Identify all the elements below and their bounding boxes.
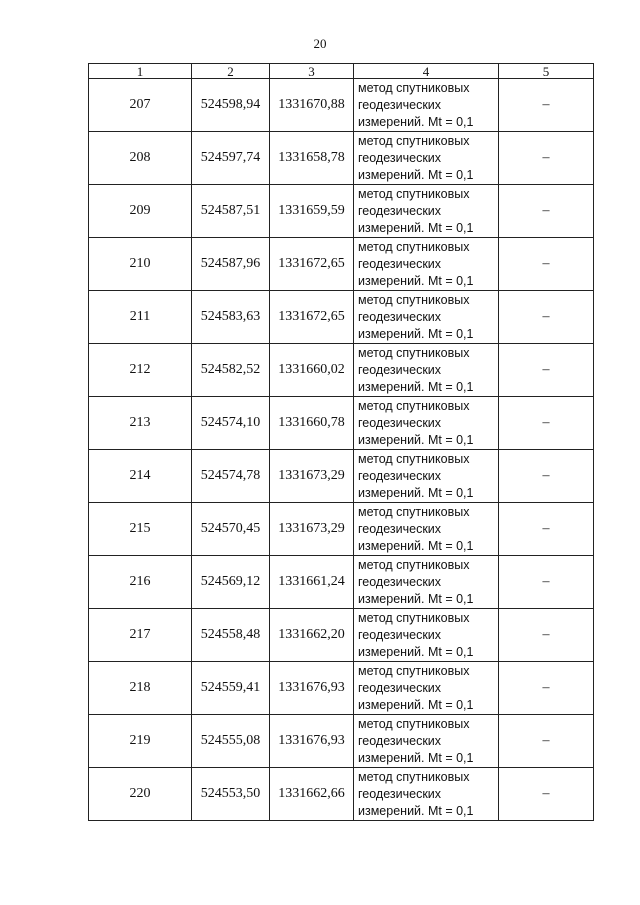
table-row: [89, 397, 594, 450]
note-cell: –: [499, 397, 594, 450]
y-coordinate-cell: 1331672,65: [270, 291, 354, 344]
note-cell: –: [499, 715, 594, 768]
y-coordinate-cell: 1331660,78: [270, 397, 354, 450]
point-number-cell: 219: [89, 715, 192, 768]
x-coordinate-cell: 524569,12: [192, 556, 270, 609]
table-row: [89, 715, 594, 768]
x-coordinate-cell: 524570,45: [192, 503, 270, 556]
x-coordinate-cell: 524559,41: [192, 662, 270, 715]
point-number-cell: 213: [89, 397, 192, 450]
method-cell: метод спутниковых геодезических измерений. Mt = 0,1: [354, 609, 499, 662]
header-cell: 5: [499, 64, 594, 79]
table-row: [89, 291, 594, 344]
x-coordinate-cell: 524558,48: [192, 609, 270, 662]
note-cell: –: [499, 132, 594, 185]
y-coordinate-cell: 1331672,65: [270, 238, 354, 291]
note-cell: –: [499, 662, 594, 715]
table-row: [89, 238, 594, 291]
x-coordinate-cell: 524587,51: [192, 185, 270, 238]
point-number-cell: 212: [89, 344, 192, 397]
point-number-cell: 209: [89, 185, 192, 238]
note-cell: –: [499, 609, 594, 662]
header-cell: 3: [270, 64, 354, 79]
note-cell: –: [499, 503, 594, 556]
table-row: [89, 609, 594, 662]
note-cell: –: [499, 238, 594, 291]
x-coordinate-cell: 524574,78: [192, 450, 270, 503]
table-row: [89, 768, 594, 821]
note-cell: –: [499, 768, 594, 821]
y-coordinate-cell: 1331659,59: [270, 185, 354, 238]
method-cell: метод спутниковых геодезических измерений. Mt = 0,1: [354, 556, 499, 609]
table-row: [89, 450, 594, 503]
y-coordinate-cell: 1331660,02: [270, 344, 354, 397]
method-cell: метод спутниковых геодезических измерений. Mt = 0,1: [354, 79, 499, 132]
x-coordinate-cell: 524598,94: [192, 79, 270, 132]
method-cell: метод спутниковых геодезических измерений. Mt = 0,1: [354, 344, 499, 397]
method-cell: метод спутниковых геодезических измерений. Mt = 0,1: [354, 291, 499, 344]
point-number-cell: 216: [89, 556, 192, 609]
point-number-cell: 208: [89, 132, 192, 185]
method-cell: метод спутниковых геодезических измерений. Mt = 0,1: [354, 715, 499, 768]
y-coordinate-cell: 1331673,29: [270, 450, 354, 503]
table-row: [89, 132, 594, 185]
y-coordinate-cell: 1331662,66: [270, 768, 354, 821]
table-row: [89, 662, 594, 715]
header-cell: 4: [354, 64, 499, 79]
note-cell: –: [499, 185, 594, 238]
method-cell: метод спутниковых геодезических измерений. Mt = 0,1: [354, 185, 499, 238]
note-cell: –: [499, 291, 594, 344]
y-coordinate-cell: 1331673,29: [270, 503, 354, 556]
x-coordinate-cell: 524582,52: [192, 344, 270, 397]
point-number-cell: 211: [89, 291, 192, 344]
point-number-cell: 214: [89, 450, 192, 503]
method-cell: метод спутниковых геодезических измерений. Mt = 0,1: [354, 397, 499, 450]
method-cell: метод спутниковых геодезических измерений. Mt = 0,1: [354, 132, 499, 185]
y-coordinate-cell: 1331662,20: [270, 609, 354, 662]
y-coordinate-cell: 1331676,93: [270, 715, 354, 768]
point-number-cell: 215: [89, 503, 192, 556]
point-number-cell: 218: [89, 662, 192, 715]
point-number-cell: 220: [89, 768, 192, 821]
y-coordinate-cell: 1331676,93: [270, 662, 354, 715]
method-cell: метод спутниковых геодезических измерений. Mt = 0,1: [354, 450, 499, 503]
header-cell: 2: [192, 64, 270, 79]
point-number-cell: 207: [89, 79, 192, 132]
method-cell: метод спутниковых геодезических измерений. Mt = 0,1: [354, 238, 499, 291]
y-coordinate-cell: 1331670,88: [270, 79, 354, 132]
y-coordinate-cell: 1331661,24: [270, 556, 354, 609]
x-coordinate-cell: 524597,74: [192, 132, 270, 185]
note-cell: –: [499, 556, 594, 609]
x-coordinate-cell: 524553,50: [192, 768, 270, 821]
table-row: [89, 556, 594, 609]
point-number-cell: 217: [89, 609, 192, 662]
x-coordinate-cell: 524574,10: [192, 397, 270, 450]
table-row: [89, 79, 594, 132]
y-coordinate-cell: 1331658,78: [270, 132, 354, 185]
method-cell: метод спутниковых геодезических измерений. Mt = 0,1: [354, 768, 499, 821]
method-cell: метод спутниковых геодезических измерений. Mt = 0,1: [354, 503, 499, 556]
header-cell: 1: [89, 64, 192, 79]
note-cell: –: [499, 344, 594, 397]
point-number-cell: 210: [89, 238, 192, 291]
table-header-row: [89, 64, 594, 79]
x-coordinate-cell: 524555,08: [192, 715, 270, 768]
method-cell: метод спутниковых геодезических измерений. Mt = 0,1: [354, 662, 499, 715]
coordinates-table: [88, 63, 594, 821]
note-cell: –: [499, 79, 594, 132]
table-row: [89, 185, 594, 238]
table-row: [89, 344, 594, 397]
table-row: [89, 503, 594, 556]
note-cell: –: [499, 450, 594, 503]
page-number: 20: [313, 36, 327, 51]
x-coordinate-cell: 524587,96: [192, 238, 270, 291]
x-coordinate-cell: 524583,63: [192, 291, 270, 344]
